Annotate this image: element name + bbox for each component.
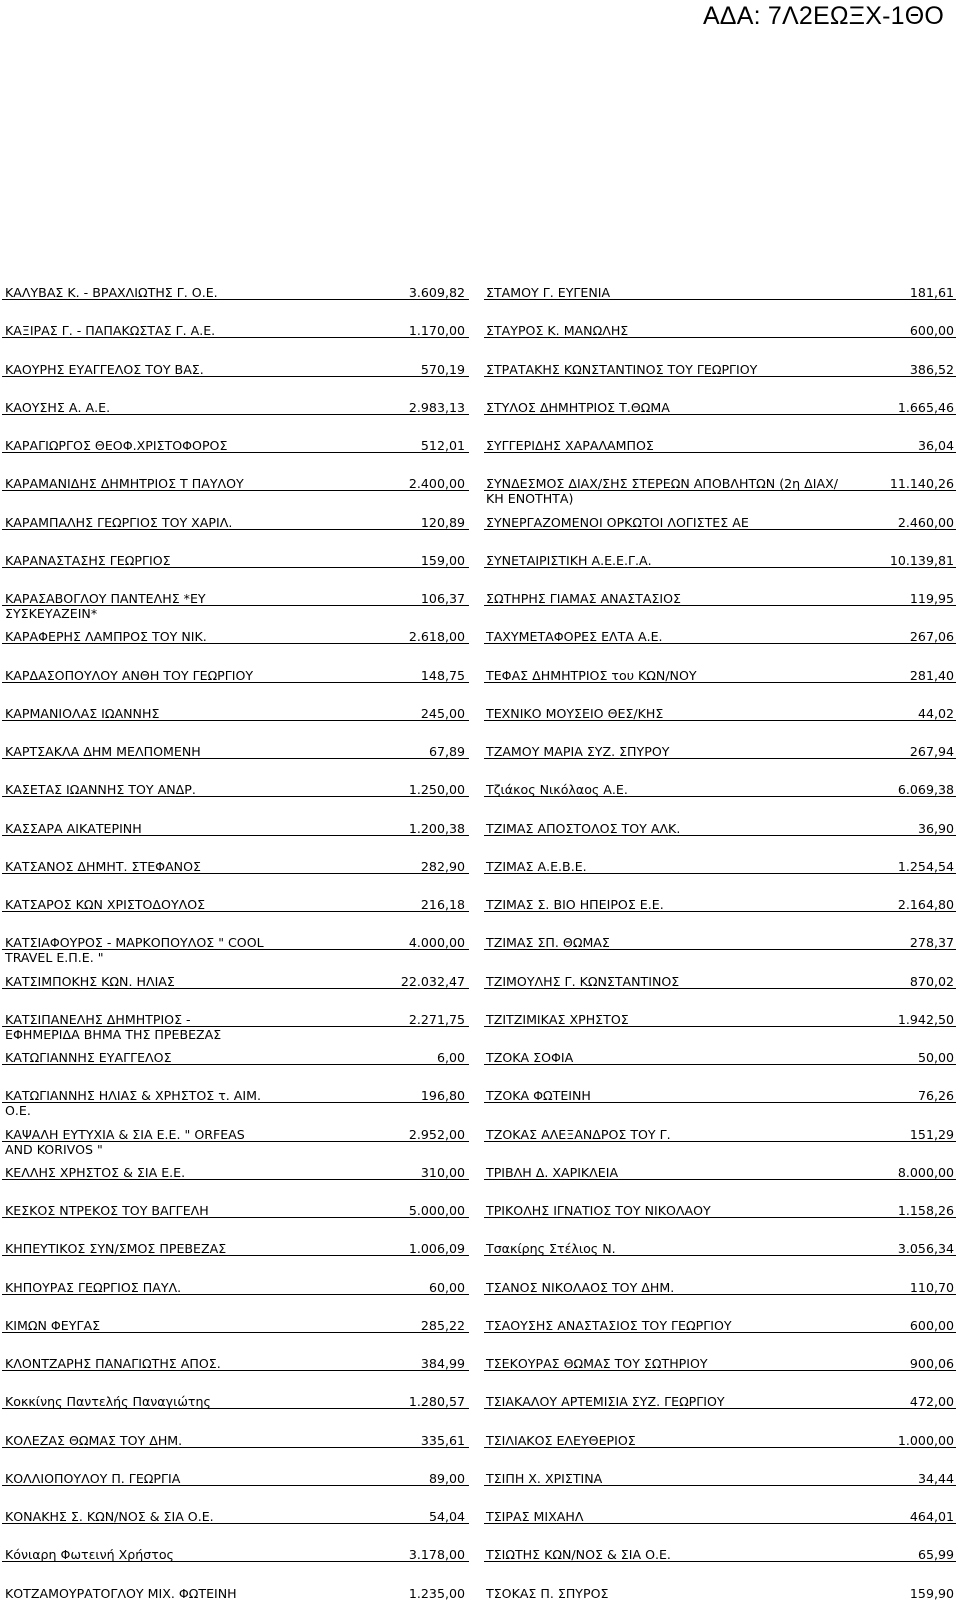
right-amount-cell: 267,06: [909, 629, 954, 645]
row-divider-right: [484, 873, 956, 874]
left-amount-cell: 106,37: [420, 591, 465, 606]
left-name-cell: ΚΑΣΕΤΑΣ ΙΩΑΝΝΗΣ ΤΟΥ ΑΝΔΡ.: [5, 782, 196, 798]
right-amount-cell: 110,70: [909, 1279, 954, 1295]
table-row: [0, 1376, 960, 1414]
right-amount-cell: 181,61: [909, 285, 954, 300]
row-divider-left: [2, 720, 469, 721]
row-divider-right: [484, 299, 956, 300]
left-amount-cell: 2.618,00: [408, 629, 465, 645]
left-name-cell: ΚΕΛΛΗΣ ΧΡΗΣΤΟΣ & ΣΙΑ Ε.Ε.: [5, 1164, 186, 1180]
table-row: [0, 956, 960, 994]
right-name-cell: ΤΣΙΩΤΗΣ ΚΩΝ/ΝΟΣ & ΣΙΑ Ο.Ε.: [486, 1547, 671, 1563]
table-row: [0, 382, 960, 420]
row-divider-right: [484, 337, 956, 338]
row-divider-left: [2, 1523, 469, 1524]
right-name-cell: Τσακίρης Στέλιος Ν.: [486, 1241, 616, 1257]
right-name-cell: ΤΖΙΤΖΙΜΙΚΑΣ ΧΡΗΣΤΟΣ: [486, 1011, 629, 1027]
right-name-cell: ΤΕΧΝΙΚΟ ΜΟΥΣΕΙΟ ΘΕΣ/ΚΗΣ: [486, 705, 664, 721]
ledger-table: [0, 267, 960, 1606]
right-amount-cell: 11.140,26: [889, 476, 954, 492]
left-amount-cell: 570,19: [420, 361, 465, 377]
row-divider-left: [2, 988, 469, 989]
table-row: [0, 994, 960, 1042]
right-name-cell: ΤΖΟΚΑ ΦΩΤΕΙΝΗ: [486, 1088, 591, 1104]
left-amount-cell: 1.006,09: [408, 1241, 465, 1257]
left-name-cell: ΚΑΤΣΙΜΠΟΚΗΣ ΚΩΝ. ΗΛΙΑΣ: [5, 973, 175, 989]
right-name-cell: ΤΖΙΜΑΣ ΣΠ. ΘΩΜΑΣ: [486, 935, 610, 951]
left-name-cell: ΚΑΡΑΜΠΑΛΗΣ ΓΕΩΡΓΙΟΣ ΤΟΥ ΧΑΡΙΛ.: [5, 514, 233, 530]
right-name-cell: ΤΡΙΚΟΛΗΣ ΙΓΝΑΤΙΟΣ ΤΟΥ ΝΙΚΟΛΑΟΥ: [486, 1203, 711, 1218]
left-amount-cell: 1.170,00: [408, 323, 465, 339]
row-divider-right: [484, 414, 956, 415]
left-amount-cell: 196,80: [420, 1088, 465, 1104]
right-amount-cell: 1.000,00: [897, 1432, 954, 1448]
row-divider-left: [2, 1294, 469, 1295]
table-row: [0, 1491, 960, 1529]
right-amount-cell: 278,37: [909, 935, 954, 951]
table-row: [0, 1185, 960, 1223]
row-divider-left: [2, 376, 469, 377]
table-row: [0, 1529, 960, 1567]
left-name-cell: ΚΟΛΛΙΟΠΟΥΛΟΥ Π. ΓΕΩΡΓΙΑ: [5, 1470, 181, 1486]
row-divider-right: [484, 758, 956, 759]
right-amount-cell: 600,00: [909, 1317, 954, 1333]
right-amount-cell: 2.164,80: [897, 897, 954, 912]
row-divider-left: [2, 1370, 469, 1371]
left-name-cell: ΚΑΣΣΑΡΑ ΑΙΚΑΤΕΡΙΝΗ: [5, 820, 142, 836]
right-name-cell: ΤΣΕΚΟΥΡΑΣ ΘΩΜΑΣ ΤΟΥ ΣΩΤΗΡΙΟΥ: [486, 1356, 708, 1371]
table-row: [0, 573, 960, 621]
left-amount-cell: 3.609,82: [408, 285, 465, 300]
right-amount-cell: 44,02: [917, 705, 954, 721]
right-name-cell: ΤΕΦΑΣ ΔΗΜΗΤΡΙΟΣ του ΚΩΝ/ΝΟΥ: [486, 667, 697, 683]
right-name-cell: ΣΥΝΔΕΣΜΟΣ ΔΙΑΧ/ΣΗΣ ΣΤΕΡΕΩΝ ΑΠΟΒΛΗΤΩΝ (2η ΔΙΑΧ/ΚΗ ΕΝΟΤΗΤΑ): [486, 476, 838, 507]
table-row: [0, 1223, 960, 1261]
right-name-cell: ΤΖΟΚΑΣ ΑΛΕΞΑΝΔΡΟΣ ΤΟΥ Γ.: [486, 1126, 671, 1142]
row-divider-right: [484, 1141, 956, 1142]
table-row: [0, 344, 960, 382]
row-divider-right: [484, 1485, 956, 1486]
row-divider-left: [2, 682, 469, 683]
left-name-cell: ΚΑΡΑΝΑΣΤΑΣΗΣ ΓΕΩΡΓΙΟΣ: [5, 552, 171, 568]
table-row: [0, 1109, 960, 1157]
table-row: [0, 1453, 960, 1491]
left-name-cell: ΚΑΡΑΦΕΡΗΣ ΛΑΜΠΡΟΣ ΤΟΥ ΝΙΚ.: [5, 629, 207, 645]
left-amount-cell: 245,00: [420, 705, 465, 721]
row-divider-right: [484, 643, 956, 644]
row-divider-right: [484, 1294, 956, 1295]
right-amount-cell: 34,44: [917, 1470, 954, 1486]
row-divider-right: [484, 1217, 956, 1218]
row-divider-right: [484, 490, 956, 491]
left-name-cell: ΚΑΤΣΑΝΟΣ ΔΗΜΗΤ. ΣΤΕΦΑΝΟΣ: [5, 858, 201, 874]
left-amount-cell: 2.983,13: [408, 399, 465, 415]
row-divider-left: [2, 1141, 469, 1142]
left-amount-cell: 1.250,00: [408, 782, 465, 798]
right-name-cell: ΤΣΙΛΙΑΚΟΣ ΕΛΕΥΘΕΡΙΟΣ: [486, 1432, 636, 1448]
left-name-cell: ΚΟΝΑΚΗΣ Σ. ΚΩΝ/ΝΟΣ & ΣΙΑ Ο.Ε.: [5, 1509, 214, 1524]
right-amount-cell: 10.139,81: [889, 552, 954, 568]
row-divider-left: [2, 414, 469, 415]
row-divider-left: [2, 1102, 469, 1103]
left-name-cell: ΚΑΤΣΙΑΦΟΥΡΟΣ - ΜΑΡΚΟΠΟΥΛΟΣ " COOL TRAVEL Ε.Π.Ε. ": [5, 935, 264, 966]
row-divider-right: [484, 452, 956, 453]
right-amount-cell: 159,90: [909, 1585, 954, 1601]
row-divider-right: [484, 988, 956, 989]
right-amount-cell: 600,00: [909, 323, 954, 339]
right-name-cell: ΤΣΙΑΚΑΛΟΥ ΑΡΤΕΜΙΣΙΑ ΣΥΖ. ΓΕΩΡΓΙΟΥ: [486, 1394, 725, 1410]
right-amount-cell: 8.000,00: [897, 1164, 954, 1180]
row-divider-left: [2, 1064, 469, 1065]
row-divider-left: [2, 911, 469, 912]
row-divider-left: [2, 1447, 469, 1448]
left-amount-cell: 67,89: [428, 744, 465, 759]
right-amount-cell: 1.665,46: [897, 399, 954, 415]
left-amount-cell: 89,00: [428, 1470, 465, 1486]
left-name-cell: ΚΑΤΣΙΠΑΝΕΛΗΣ ΔΗΜΗΤΡΙΟΣ - ΕΦΗΜΕΡΙΔΑ ΒΗΜΑ ΤΗΣ ΠΡΕΒΕΖΑΣ: [5, 1011, 222, 1042]
left-amount-cell: 512,01: [420, 438, 465, 453]
left-name-cell: ΚΑΟΥΣΗΣ Α. Α.Ε.: [5, 399, 111, 415]
row-divider-right: [484, 682, 956, 683]
left-amount-cell: 384,99: [420, 1356, 465, 1371]
row-divider-left: [2, 873, 469, 874]
right-name-cell: ΤΣΑΝΟΣ ΝΙΚΟΛΑΟΣ ΤΟΥ ΔΗΜ.: [486, 1279, 675, 1295]
row-divider-right: [484, 376, 956, 377]
table-row: [0, 1070, 960, 1119]
left-name-cell: ΚΗΠΕΥΤΙΚΟΣ ΣΥΝ/ΣΜΟΣ ΠΡΕΒΕΖΑΣ: [5, 1241, 227, 1257]
left-amount-cell: 310,00: [420, 1164, 465, 1180]
right-name-cell: ΤΣΙΡΑΣ ΜΙΧΑΗΛ: [486, 1509, 584, 1524]
right-amount-cell: 267,94: [909, 744, 954, 759]
row-divider-right: [484, 720, 956, 721]
left-name-cell: ΚΑΡΑΣΑΒΟΓΛΟΥ ΠΑΝΤΕΛΗΣ *ΕΥ ΣΥΣΚΕΥΑΖΕΙΝ*: [5, 591, 206, 621]
right-amount-cell: 1.254,54: [897, 858, 954, 874]
left-amount-cell: 1.235,00: [408, 1585, 465, 1601]
right-name-cell: ΣΤΑΜΟΥ Γ. ΕΥΓΕΝΙΑ: [486, 285, 611, 300]
right-amount-cell: 464,01: [909, 1509, 954, 1524]
right-amount-cell: 472,00: [909, 1394, 954, 1410]
row-divider-right: [484, 1408, 956, 1409]
row-divider-left: [2, 949, 469, 950]
left-amount-cell: 285,22: [420, 1317, 465, 1333]
row-divider-left: [2, 1217, 469, 1218]
right-name-cell: ΤΣΟΚΑΣ Π. ΣΠΥΡΟΣ: [486, 1585, 609, 1601]
table-row: [0, 305, 960, 343]
row-divider-right: [484, 796, 956, 797]
row-divider-left: [2, 796, 469, 797]
left-name-cell: ΚΗΠΟΥΡΑΣ ΓΕΩΡΓΙΟΣ ΠΑΥΛ.: [5, 1279, 182, 1295]
row-divider-right: [484, 835, 956, 836]
row-divider-right: [484, 1523, 956, 1524]
table-row: [0, 1032, 960, 1070]
table-row: [0, 1568, 960, 1606]
left-amount-cell: 2.400,00: [408, 476, 465, 492]
table-row: [0, 611, 960, 649]
table-row: [0, 1300, 960, 1338]
row-divider-left: [2, 835, 469, 836]
row-divider-right: [484, 567, 956, 568]
right-name-cell: ΤΖΑΜΟΥ ΜΑΡΙΑ ΣΥΖ. ΣΠΥΡΟΥ: [486, 744, 670, 759]
row-divider-right: [484, 1370, 956, 1371]
left-name-cell: ΚΑΡΑΜΑΝΙΔΗΣ ΔΗΜΗΤΡΙΟΣ Τ ΠΑΥΛΟΥ: [5, 476, 244, 492]
left-name-cell: ΚΑΡΤΣΑΚΛΑ ΔΗΜ ΜΕΛΠΟΜΕΝΗ: [5, 744, 201, 759]
table-row: [0, 1338, 960, 1376]
right-amount-cell: 281,40: [909, 667, 954, 683]
row-divider-left: [2, 1561, 469, 1562]
row-divider-right: [484, 1332, 956, 1333]
table-row: [0, 688, 960, 726]
right-name-cell: ΤΖΙΜΑΣ Α.Ε.Β.Ε.: [486, 858, 587, 874]
left-name-cell: ΚΟΤΖΑΜΟΥΡΑΤΟΓΛΟΥ ΜΙΧ. ΦΩΤΕΙΝΗ: [5, 1585, 237, 1601]
left-amount-cell: 60,00: [428, 1279, 465, 1295]
row-divider-left: [2, 529, 469, 530]
row-divider-right: [484, 911, 956, 912]
table-row: [0, 458, 960, 507]
right-amount-cell: 870,02: [909, 973, 954, 989]
left-name-cell: Κόνιαρη Φωτεινή Χρήστος: [5, 1547, 174, 1563]
right-name-cell: ΤΣΑΟΥΣΗΣ ΑΝΑΣΤΑΣΙΟΣ ΤΟΥ ΓΕΩΡΓΙΟΥ: [486, 1317, 732, 1333]
right-amount-cell: 386,52: [909, 361, 954, 377]
right-name-cell: ΤΡΙΒΛΗ Δ. ΧΑΡΙΚΛΕΙΑ: [486, 1164, 619, 1180]
right-amount-cell: 36,04: [917, 438, 954, 453]
row-divider-left: [2, 1485, 469, 1486]
right-name-cell: ΣΥΝΕΤΑΙΡΙΣΤΙΚΗ Α.Ε.Ε.Γ.Α.: [486, 552, 652, 568]
right-amount-cell: 151,29: [909, 1126, 954, 1142]
right-name-cell: Τζιάκος Νικόλαος Α.Ε.: [486, 782, 628, 798]
left-amount-cell: 148,75: [420, 667, 465, 683]
right-amount-cell: 6.069,38: [897, 782, 954, 798]
row-divider-left: [2, 567, 469, 568]
right-name-cell: ΤΣΙΠΗ Χ. ΧΡΙΣΤΙΝΑ: [486, 1470, 603, 1486]
right-name-cell: ΣΥΓΓΕΡΙΔΗΣ ΧΑΡΑΛΑΜΠΟΣ: [486, 438, 654, 453]
left-amount-cell: 335,61: [420, 1432, 465, 1448]
left-amount-cell: 3.178,00: [408, 1547, 465, 1563]
left-name-cell: ΚΑΟΥΡΗΣ ΕΥΑΓΓΕΛΟΣ ΤΟΥ ΒΑΣ.: [5, 361, 204, 377]
row-divider-left: [2, 643, 469, 644]
table-row: [0, 1147, 960, 1185]
row-divider-right: [484, 1447, 956, 1448]
left-name-cell: ΚΟΛΕΖΑΣ ΘΩΜΑΣ ΤΟΥ ΔΗΜ.: [5, 1432, 183, 1448]
table-row: [0, 650, 960, 688]
ada-code: ΑΔΑ: 7Λ2ΕΩΞΧ-1ΘΟ: [702, 2, 944, 30]
table-row: [0, 1415, 960, 1453]
table-row: [0, 726, 960, 764]
row-divider-left: [2, 1255, 469, 1256]
left-name-cell: ΚΑΛΥΒΑΣ Κ. - ΒΡΑΧΛΙΩΤΗΣ Γ. Ο.Ε.: [5, 285, 218, 300]
right-name-cell: ΣΩΤΗΡΗΣ ΓΙΑΜΑΣ ΑΝΑΣΤΑΣΙΟΣ: [486, 591, 682, 606]
left-name-cell: ΚΑΨΑΛΗ ΕΥΤΥΧΙΑ & ΣΙΑ Ε.Ε. " ORFEAS AND KORIVOS ": [5, 1126, 245, 1157]
left-amount-cell: 4.000,00: [408, 935, 465, 951]
table-row: [0, 267, 960, 305]
left-amount-cell: 120,89: [420, 514, 465, 530]
table-row: [0, 420, 960, 458]
table-row: [0, 803, 960, 841]
row-divider-left: [2, 605, 469, 606]
left-name-cell: Κοκκίνης Παντελής Παναγιώτης: [5, 1394, 211, 1410]
left-amount-cell: 2.271,75: [408, 1011, 465, 1027]
right-amount-cell: 50,00: [917, 1050, 954, 1065]
table-row: [0, 497, 960, 535]
table-row: [0, 535, 960, 573]
left-name-cell: ΚΑΤΩΓΙΑΝΝΗΣ ΕΥΑΓΓΕΛΟΣ: [5, 1050, 172, 1065]
left-name-cell: ΚΑΡΑΓΙΩΡΓΟΣ ΘΕΟΦ.ΧΡΙΣΤΟΦΟΡΟΣ: [5, 438, 228, 453]
right-amount-cell: 3.056,34: [897, 1241, 954, 1257]
row-divider-left: [2, 1179, 469, 1180]
left-name-cell: ΚΛΟΝΤΖΑΡΗΣ ΠΑΝΑΓΙΩΤΗΣ ΑΠΟΣ.: [5, 1356, 221, 1371]
row-divider-right: [484, 605, 956, 606]
table-row: [0, 879, 960, 917]
left-amount-cell: 2.952,00: [408, 1126, 465, 1142]
right-name-cell: ΤΖΙΜΟΥΛΗΣ Γ. ΚΩΝΣΤΑΝΤΙΝΟΣ: [486, 973, 680, 989]
table-row: [0, 917, 960, 966]
left-name-cell: ΚΑΡΔΑΣΟΠΟΥΛΟΥ ΑΝΘΗ ΤΟΥ ΓΕΩΡΓΙΟΥ: [5, 667, 254, 683]
left-amount-cell: 6,00: [436, 1050, 465, 1065]
left-name-cell: ΚΑΤΣΑΡΟΣ ΚΩΝ ΧΡΙΣΤΟΔΟΥΛΟΣ: [5, 897, 206, 912]
right-name-cell: ΣΥΝΕΡΓΑΖΟΜΕΝΟΙ ΟΡΚΩΤΟΙ ΛΟΓΙΣΤΕΣ ΑΕ: [486, 514, 749, 530]
row-divider-left: [2, 1026, 469, 1027]
left-name-cell: ΚΕΣΚΟΣ ΝΤΡΕΚΟΣ ΤΟΥ ΒΑΓΓΕΛΗ: [5, 1203, 209, 1218]
row-divider-left: [2, 1408, 469, 1409]
right-amount-cell: 119,95: [909, 591, 954, 606]
left-amount-cell: 1.280,57: [408, 1394, 465, 1410]
right-name-cell: ΣΤΡΑΤΑΚΗΣ ΚΩΝΣΤΑΝΤΙΝΟΣ ΤΟΥ ΓΕΩΡΓΙΟΥ: [486, 361, 758, 377]
row-divider-left: [2, 758, 469, 759]
left-amount-cell: 5.000,00: [408, 1203, 465, 1218]
right-amount-cell: 2.460,00: [897, 514, 954, 530]
row-divider-right: [484, 1026, 956, 1027]
row-divider-left: [2, 337, 469, 338]
row-divider-right: [484, 1561, 956, 1562]
row-divider-right: [484, 1064, 956, 1065]
right-name-cell: ΤΖΟΚΑ ΣΟΦΙΑ: [486, 1050, 574, 1065]
right-amount-cell: 900,06: [909, 1356, 954, 1371]
right-name-cell: ΤΑΧΥΜΕΤΑΦΟΡΕΣ ΕΛΤΑ Α.Ε.: [486, 629, 663, 645]
right-name-cell: ΤΖΙΜΑΣ Σ. ΒΙΟ ΗΠΕΙΡΟΣ Ε.Ε.: [486, 897, 664, 912]
left-name-cell: ΚΙΜΩΝ ΦΕΥΓΑΣ: [5, 1317, 101, 1333]
right-amount-cell: 1.942,50: [897, 1011, 954, 1027]
right-amount-cell: 65,99: [917, 1547, 954, 1563]
right-amount-cell: 76,26: [917, 1088, 954, 1104]
left-amount-cell: 216,18: [420, 897, 465, 912]
table-row: [0, 764, 960, 802]
table-row: [0, 841, 960, 879]
left-amount-cell: 282,90: [420, 858, 465, 874]
row-divider-right: [484, 529, 956, 530]
right-name-cell: ΣΤΥΛΟΣ ΔΗΜΗΤΡΙΟΣ Τ.ΘΩΜΑ: [486, 399, 670, 415]
row-divider-left: [2, 1332, 469, 1333]
left-amount-cell: 22.032,47: [400, 973, 465, 989]
left-amount-cell: 54,04: [428, 1509, 465, 1524]
row-divider-left: [2, 452, 469, 453]
left-name-cell: ΚΑΞΙΡΑΣ Γ. - ΠΑΠΑΚΩΣΤΑΣ Γ. Α.Ε.: [5, 323, 216, 339]
right-name-cell: ΣΤΑΥΡΟΣ Κ. ΜΑΝΩΛΗΣ: [486, 323, 629, 339]
left-amount-cell: 1.200,38: [408, 820, 465, 836]
row-divider-right: [484, 1179, 956, 1180]
right-name-cell: ΤΖΙΜΑΣ ΑΠΟΣΤΟΛΟΣ ΤΟΥ ΑΛΚ.: [486, 820, 681, 836]
row-divider-left: [2, 299, 469, 300]
right-amount-cell: 1.158,26: [897, 1203, 954, 1218]
left-name-cell: ΚΑΤΩΓΙΑΝΝΗΣ ΗΛΙΑΣ & ΧΡΗΣΤΟΣ τ. ΑΙΜ. Ο.Ε.: [5, 1088, 262, 1119]
table-row: [0, 1262, 960, 1300]
row-divider-left: [2, 490, 469, 491]
right-amount-cell: 36,90: [917, 820, 954, 836]
left-amount-cell: 159,00: [420, 552, 465, 568]
row-divider-right: [484, 1102, 956, 1103]
row-divider-right: [484, 949, 956, 950]
left-name-cell: ΚΑΡΜΑΝΙΟΛΑΣ ΙΩΑΝΝΗΣ: [5, 705, 160, 721]
row-divider-right: [484, 1255, 956, 1256]
